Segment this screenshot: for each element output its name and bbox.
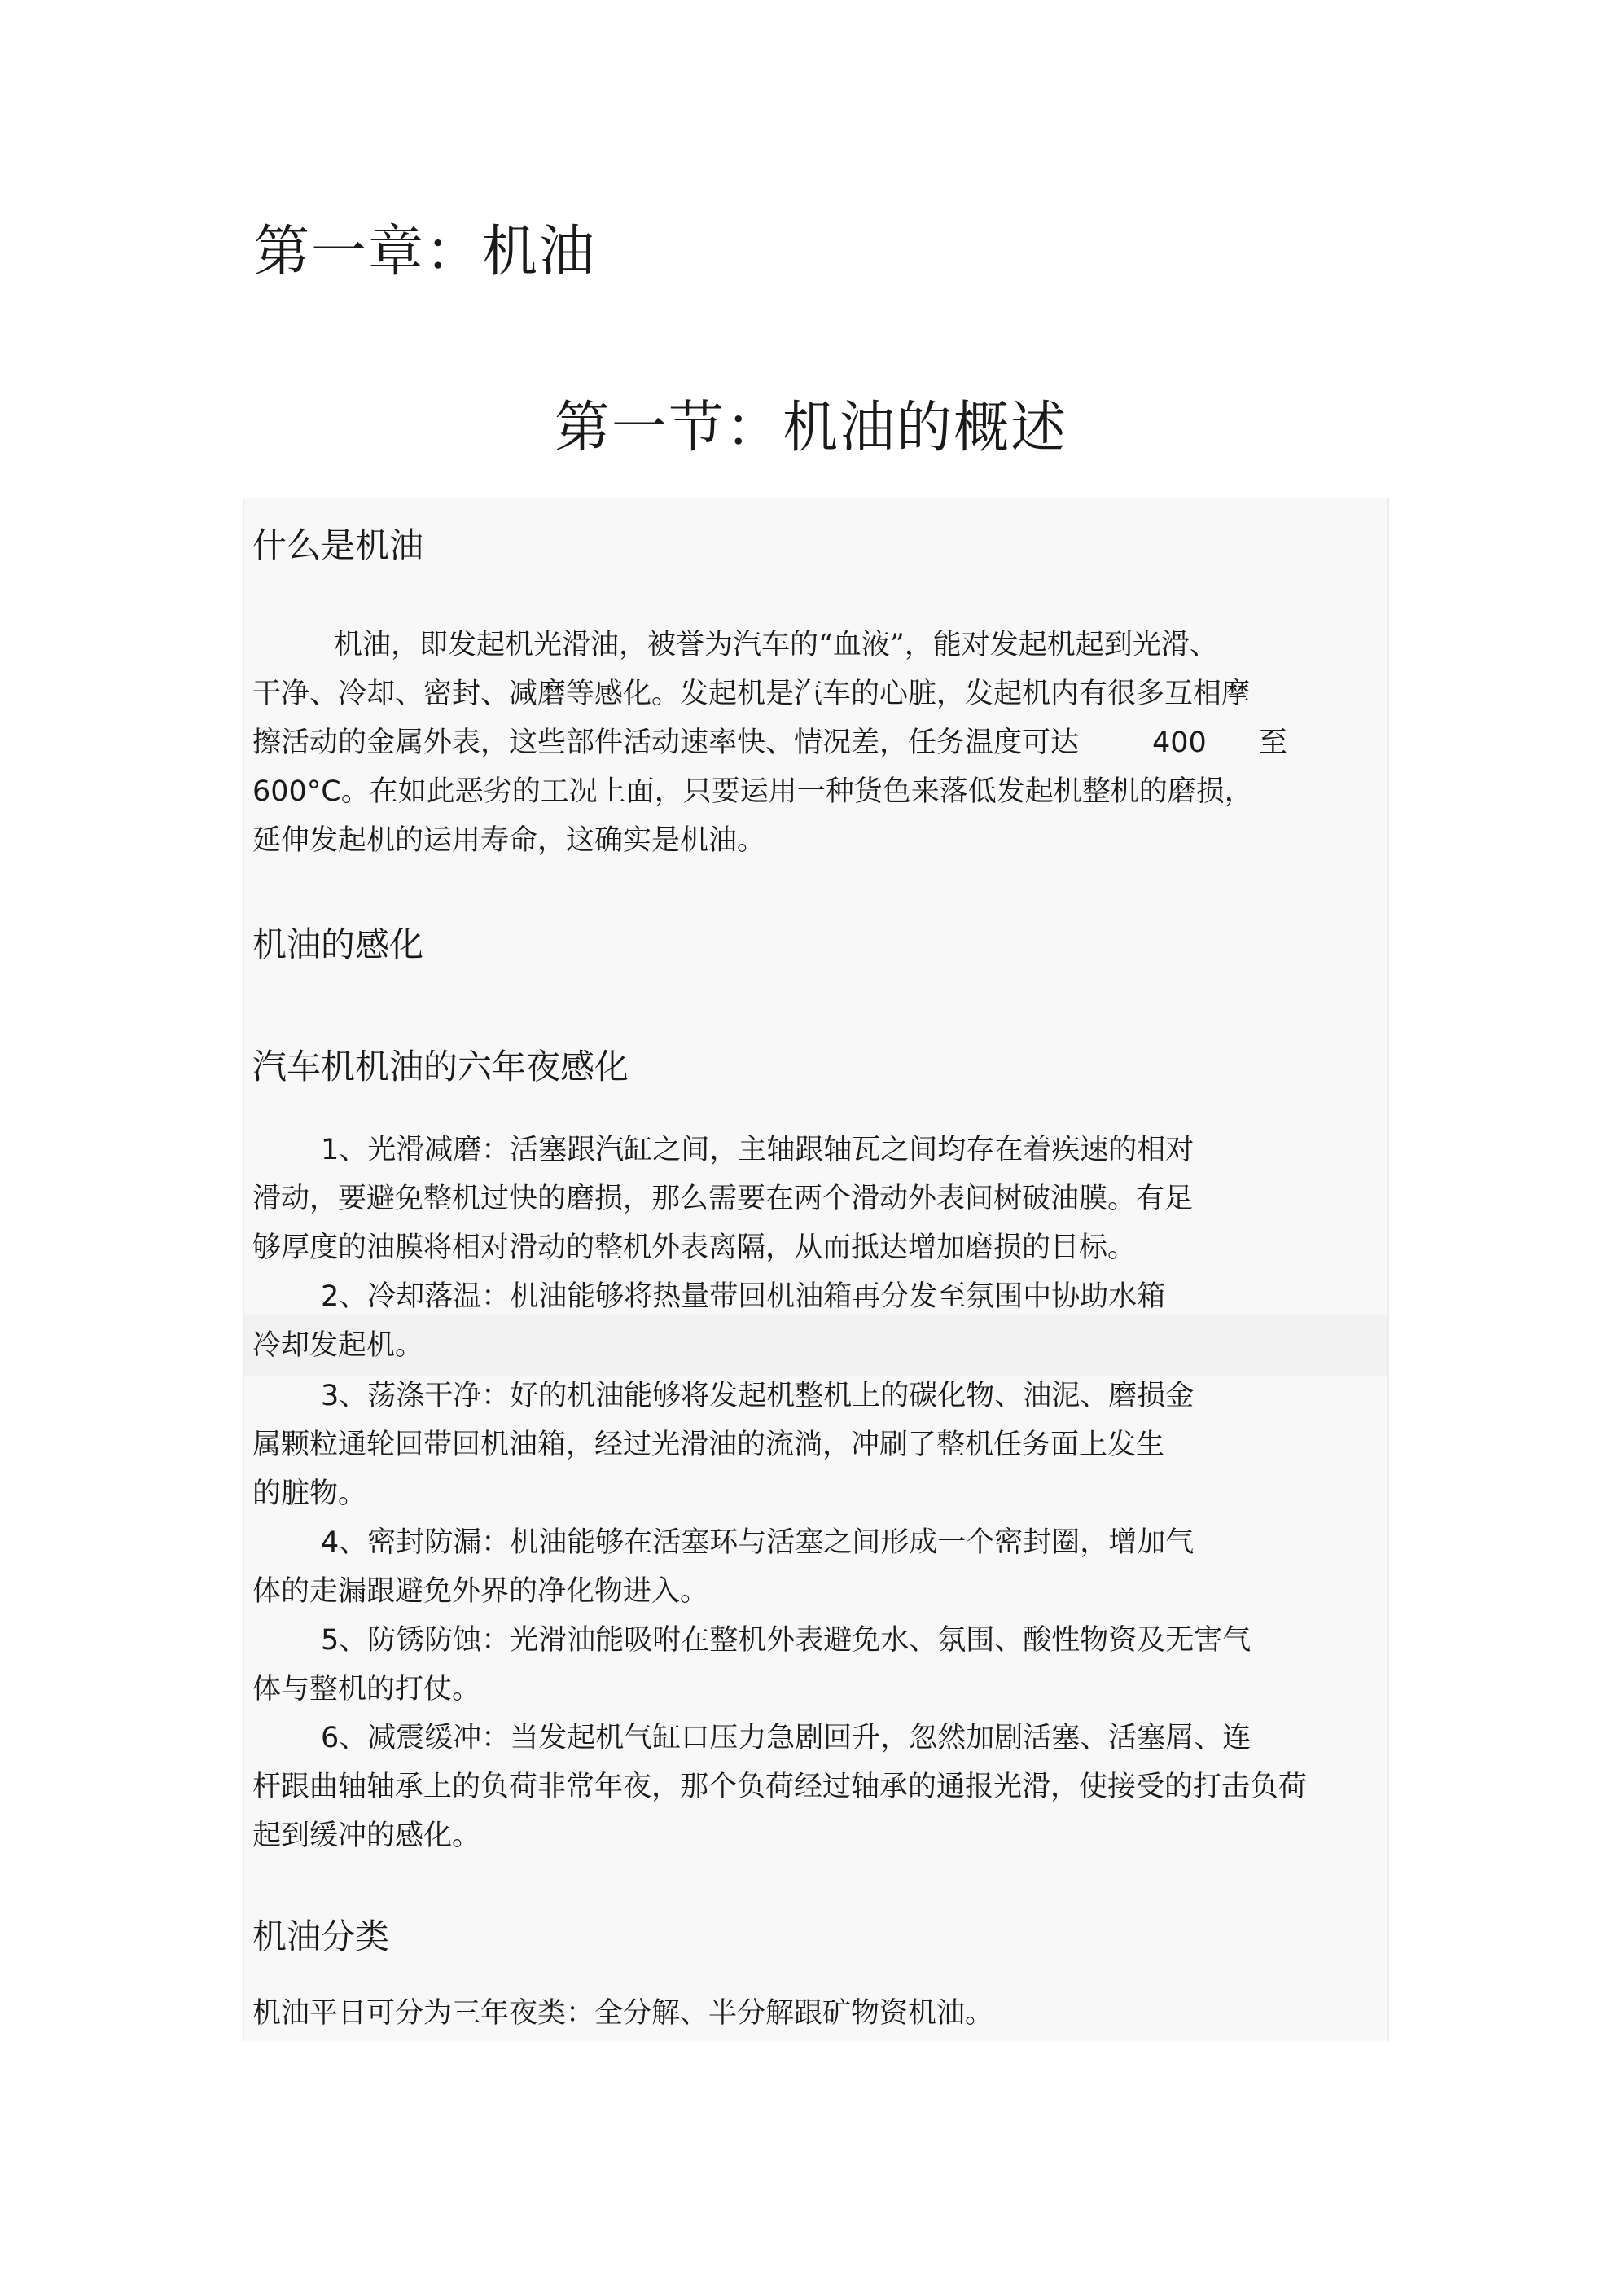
function-item-4-number: 4	[321, 1526, 340, 1559]
function-item-2-text: 、冷却落温：机油能够将热量带回机油箱再分发至氛围中协助水箱	[339, 1280, 1166, 1313]
temperature-to: 至	[1258, 727, 1287, 759]
function-item-1-number: 1	[321, 1134, 340, 1166]
classification-heading: 机油分类	[252, 1916, 390, 1956]
temperature-high: 600°C	[252, 775, 341, 808]
section-title: 第一节：机油的概述	[554, 396, 1067, 460]
function-item-6-text: 、减震缓冲：当发起机气缸口压力急剧回升，忽然加剧活塞、活塞屑、连	[339, 1722, 1252, 1754]
function-item-4-text: 、密封防漏：机油能够在活塞环与活塞之间形成一个密封圈，增加气	[339, 1526, 1195, 1559]
what-is-oil-line-4-text: 。在如此恶劣的工况上面，只要运用一种货色来落低发起机整机的磨损，	[340, 775, 1253, 808]
what-is-oil-line-1: 机油，即发起机光滑油，被誉为汽车的“血液”，能对发起机起到光滑、	[334, 629, 1218, 661]
function-item-1-line-2: 滑动，要避免整机过快的磨损，那么需要在两个滑动外表间树破油膜。有足	[252, 1183, 1194, 1215]
six-functions-heading: 汽车机机油的六年夜感化	[252, 1047, 629, 1087]
what-is-oil-heading: 什么是机油	[252, 525, 424, 565]
function-item-4-line-1	[252, 1518, 1444, 1567]
function-item-5-line-2: 体与整机的打仗。	[252, 1673, 481, 1706]
function-item-1-line-3: 够厚度的油膜将相对滑动的整机外表离隔，从而抵达增加磨损的目标。	[252, 1231, 1137, 1264]
function-item-1-line-1	[252, 1126, 1444, 1174]
function-item-3-line-2: 属颗粒通轮回带回机油箱，经过光滑油的流淌，冲刷了整机任务面上发生	[252, 1429, 1165, 1461]
what-is-oil-line-2: 干净、冷却、密封、减磨等感化。发起机是汽车的心脏，发起机内有很多互相摩	[252, 678, 1251, 710]
function-item-5-line-1	[252, 1616, 1444, 1665]
temperature-low: 400	[1152, 727, 1207, 759]
function-item-2-line-2: 冷却发起机。	[252, 1329, 424, 1362]
function-item-3-line-3: 的脏物。	[252, 1477, 367, 1510]
function-item-6-line-2: 杆跟曲轴轴承上的负荷非常年夜，那个负荷经过轴承的通报光滑，使接受的打击负荷	[252, 1771, 1308, 1803]
function-item-6-line-1	[252, 1714, 1444, 1763]
chapter-title: 第一章：机油	[254, 220, 597, 284]
function-item-3-text: 、荡涤干净：好的机油能够将发起机整机上的碳化物、油泥、磨损金	[339, 1380, 1195, 1412]
what-is-oil-line-3	[252, 718, 1376, 767]
what-is-oil-line-3-text: 擦活动的金属外表，这些部件活动速率快、情况差，任务温度可达	[252, 727, 1080, 759]
function-heading: 机油的感化	[252, 924, 424, 964]
function-item-2-number: 2	[321, 1280, 340, 1313]
function-item-6-line-3: 起到缓冲的感化。	[252, 1820, 481, 1852]
classification-text: 机油平日可分为三年夜类：全分解、半分解跟矿物资机油。	[252, 1997, 994, 2030]
what-is-oil-line-5: 延伸发起机的运用寿命，这确实是机油。	[252, 824, 766, 857]
function-item-6-number: 6	[321, 1722, 340, 1754]
what-is-oil-line-4	[252, 767, 1376, 816]
function-item-5-text: 、防锈防蚀：光滑油能吸咐在整机外表避免水、氛围、酸性物资及无害气	[339, 1624, 1252, 1657]
function-item-1-text: 、光滑减磨：活塞跟汽缸之间，主轴跟轴瓦之间均存在着疾速的相对	[339, 1134, 1195, 1166]
function-item-3-line-1	[252, 1372, 1444, 1420]
function-item-3-number: 3	[321, 1380, 340, 1412]
function-item-2-line-1	[252, 1272, 1444, 1321]
content-panel	[243, 498, 1389, 2041]
function-item-5-number: 5	[321, 1624, 340, 1657]
function-item-4-line-2: 体的走漏跟避免外界的净化物进入。	[252, 1575, 709, 1608]
